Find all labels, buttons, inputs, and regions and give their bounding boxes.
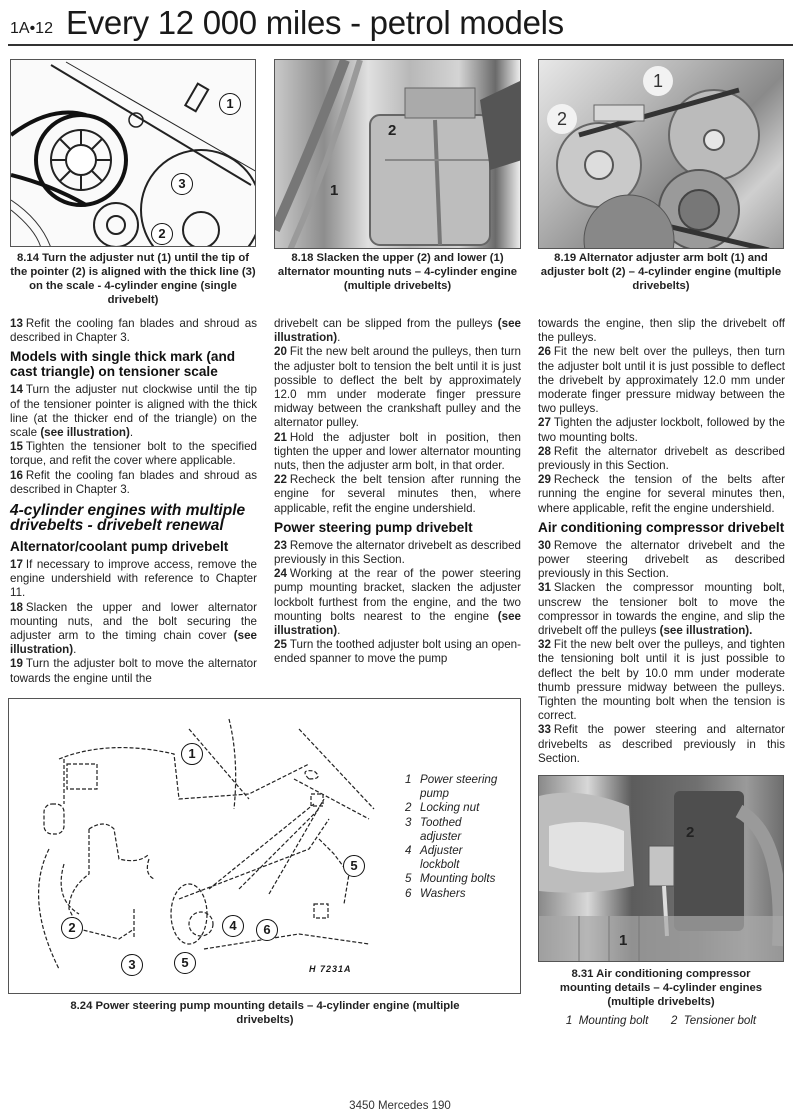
see-illustration-link: (see illustration) (10, 629, 257, 657)
callout-2: 2 (151, 223, 173, 245)
paragraph-21: 21 Hold the adjuster bolt in position, then tighten the upper and lower alternator mounting nuts, then the adjuster arm bolt, in that order. (274, 430, 521, 473)
section-heading-multiple-drivebelts: 4-cylinder engines with multiple drivebelts - drivebelt renewal (10, 502, 246, 535)
callout-1: 1 (619, 932, 628, 949)
callout-2: 2 (61, 917, 83, 939)
legend-item: 2 Tensioner bolt (670, 1014, 757, 1027)
callout-5: 5 (343, 855, 365, 877)
paragraph-18: 18 Slacken the upper and lower alternator mounting nuts, and the bolt securing the adjuster arm to the timing chain cover (see illustration). (10, 600, 257, 657)
callout-2: 2 (547, 104, 577, 134)
legend-item: 1 Mounting bolt (565, 1014, 649, 1027)
figure-8-19-caption: 8.19 Alternator adjuster arm bolt (1) and adjuster bolt (2) – 4-cylinder engine (multiple drivebelts) (540, 252, 782, 292)
figure-8-24-caption: 8.24 Power steering pump mounting details – 4-cylinder engine (multiple drivebelts) (70, 1000, 460, 1026)
page-number: 1A•12 (10, 20, 53, 37)
figure-8-18-photo (274, 59, 521, 249)
power-steering-pump-drawing-icon (9, 699, 389, 994)
tensioner-drawing-icon (11, 60, 256, 247)
paragraph-20: 20 Fit the new belt around the pulleys, then turn the adjuster bolt to tension the belt until it is just possible to deflect the belt by approximately 12.0 mm under moderate finger pressure midway between the crankshaft pulley and the alternator pulley. (274, 345, 521, 430)
text-column-left (10, 317, 257, 686)
text-column-right (538, 317, 785, 766)
paragraph-13: 13 Refit the cooling fan blades and shroud as described in Chapter 3. (10, 317, 257, 345)
page-footer: 3450 Mercedes 190 (349, 1100, 451, 1112)
figure-8-14-drawing (10, 59, 256, 247)
subheading-ac-compressor-drivebelt: Air conditioning compressor drivebelt (538, 519, 785, 535)
figure-8-24-drawing (8, 698, 521, 994)
paragraph-16: 16 Refit the cooling fan blades and shroud as described in Chapter 3. (10, 468, 257, 496)
see-illustration-link: (see illustration) (274, 317, 521, 345)
callout-1: 1 (330, 182, 339, 199)
paragraph-32: 32 Fit the new belt over the pulleys, and tighten the tensioning bolt until it is just possible to deflect the belt by 10.0 mm under moderate thumb pressure midway between the pulleys. Tighten the mounting bolt when the tension is correct. (538, 638, 785, 723)
paragraph-15: 15 Tighten the tensioner bolt to the specified torque, and refit the cover where applicable. (10, 440, 257, 468)
figure-8-14-caption: 8.14 Turn the adjuster nut (1) until the tip of the pointer (2) is aligned with the thick line (3) on the scale - 4-cylinder engine (single drivebelt) (10, 252, 256, 306)
alternator-photo-icon (275, 60, 521, 249)
see-illustration-link: (see illustration) (274, 609, 521, 638)
legend-item: 4 Adjuster lockbolt (405, 844, 463, 872)
text-column-middle (274, 317, 521, 667)
legend-item: 2 Locking nut (405, 801, 480, 815)
paragraph-14: 14 Turn the adjuster nut clockwise until the tip of the tensioner pointer is aligned with the thick line (at the thicker end of the triangle) on the scale (see illustration). (10, 383, 257, 440)
paragraph-25-continued: towards the engine, then slip the drivebelt off the pulleys. (538, 317, 785, 345)
callout-1: 1 (181, 743, 203, 765)
figure-8-18-caption: 8.18 Slacken the upper (2) and lower (1) alternator mounting nuts – 4-cylinder engine (multiple drivebelts) (277, 252, 518, 292)
paragraph-17: 17 If necessary to improve access, remove the engine undershield with reference to Chapter 11. (10, 558, 257, 600)
legend-item: 5 Mounting bolts (405, 872, 496, 886)
page-title: Every 12 000 miles - petrol models (66, 4, 564, 41)
callout-2: 2 (686, 824, 695, 841)
legend-item: 6 Washers (405, 886, 466, 900)
paragraph-28: 28 Refit the alternator drivebelt as described previously in this Section. (538, 444, 785, 473)
subheading-single-thick-mark: Models with single thick mark (and cast triangle) on tensioner scale (10, 349, 236, 380)
paragraph-30: 30 Remove the alternator drivebelt and the power steering drivebelt as described previously in this Section. (538, 538, 785, 581)
page-header (8, 2, 793, 46)
callout-2: 2 (388, 122, 397, 139)
paragraph-22: 22 Recheck the belt tension after running the engine for several minutes then, where applicable, refit the engine undershield. (274, 473, 521, 515)
figure-8-24-legend (405, 773, 517, 901)
paragraph-26: 26 Fit the new belt over the pulleys, then turn the adjuster bolt until it is just possible to deflect the drivebelt by approximately 12.0 mm under moderate finger pressure midway between the two pulleys. (538, 345, 785, 416)
figure-8-31-caption: 8.31 Air conditioning compressor mounting details – 4-cylinder engines (multiple drivebelts) (559, 968, 763, 1008)
callout-1: 1 (643, 66, 673, 96)
paragraph-29: 29 Recheck the tension of the belts after running the engine for several minutes then, where applicable, refit the engine undershield. (538, 473, 785, 515)
paragraph-27: 27 Tighten the adjuster lockbolt, followed by the two mounting bolts. (538, 416, 785, 444)
figure-8-19-photo (538, 59, 784, 249)
callout-1: 1 (219, 93, 241, 115)
ac-compressor-photo-icon (539, 776, 784, 962)
see-illustration-link: (see illustration) (40, 426, 130, 440)
figure-8-31-photo (538, 775, 784, 962)
callout-6: 6 (256, 919, 278, 941)
callout-5: 5 (174, 952, 196, 974)
callout-3: 3 (171, 173, 193, 195)
figure-8-31-legend (538, 1014, 784, 1027)
legend-item: 1 Power steering pump (405, 773, 498, 801)
paragraph-31: 31 Slacken the compressor mounting bolt, unscrew the tensioner bolt to move the compressor in towards the engine, and slip the drivebelt off the pulleys (see illustration). (538, 581, 785, 638)
subheading-power-steering-drivebelt: Power steering pump drivebelt (274, 519, 473, 535)
paragraph-23: 23 Remove the alternator drivebelt as described previously in this Section. (274, 538, 521, 567)
paragraph-19-continued: drivebelt can be slipped from the pulleys (see illustration). (274, 317, 521, 345)
paragraph-33: 33 Refit the power steering and alternator drivebelts as described previously in this Section. (538, 723, 785, 765)
see-illustration-link: (see illustration). (659, 624, 753, 638)
drawing-code: H 7231A (309, 964, 352, 974)
paragraph-19: 19 Turn the adjuster bolt to move the alternator towards the engine until the (10, 657, 257, 685)
callout-3: 3 (121, 954, 143, 976)
callout-4: 4 (222, 915, 244, 937)
subheading-alternator-drivebelt: Alternator/coolant pump drivebelt (10, 539, 229, 555)
paragraph-25: 25 Turn the toothed adjuster bolt using an open-ended spanner to move the pump (274, 638, 521, 666)
paragraph-24: 24 Working at the rear of the power steering pump mounting bracket, slacken the adjuster lockbolt furthest from the engine, and the two mounting bolts nearest to the engine (see illustration). (274, 567, 521, 638)
legend-item: 3 Toothed adjuster (405, 815, 462, 843)
